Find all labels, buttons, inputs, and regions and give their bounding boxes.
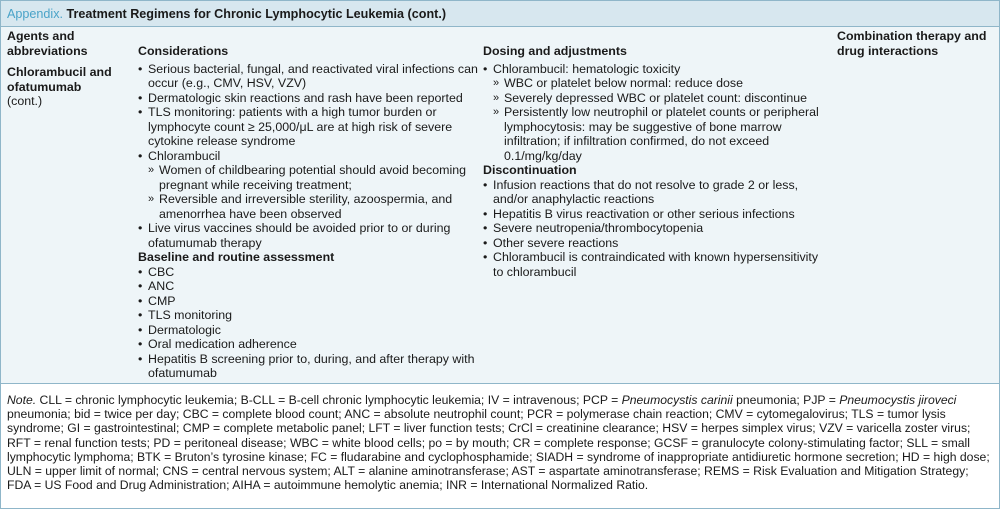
sub-list-item: » Women of childbearing potential should avoid becoming pregnant while receiving treatment; <box>148 163 478 192</box>
list-item-label: Chlorambucil: hematologic toxicity <box>493 61 681 76</box>
dosing-list <box>483 62 828 164</box>
list-item: • CMP <box>138 294 478 309</box>
table-body <box>1 27 999 384</box>
combination-column <box>837 27 997 58</box>
list-item: • Dermatologic <box>138 323 478 338</box>
list-item: • CBC <box>138 265 478 280</box>
agent-suffix: (cont.) <box>7 94 43 108</box>
dosing-sublist <box>493 76 828 163</box>
list-item: • Severe neutropenia/thrombocytopenia <box>483 221 828 236</box>
list-item-label: Chlorambucil <box>148 148 221 163</box>
chlorambucil-sublist <box>148 163 478 221</box>
agent-cell <box>7 65 133 109</box>
note-text: CLL = chronic lymphocytic leukemia; B-CLL = B-cell chronic lymphocytic leukemia; IV = intravenous; PCP = <box>36 393 622 407</box>
dosing-column-header: Dosing and adjustments <box>483 44 627 58</box>
note-label: Note. <box>7 393 37 407</box>
list-item: • ANC <box>138 279 478 294</box>
list-item <box>138 149 478 222</box>
discontinuation-list <box>483 178 828 280</box>
sub-list-item: » Persistently low neutrophil or platelet counts or peripheral lymphocytosis: may be suggestive of bone marrow infiltration; if infiltration confirmed, do not exceed 0.1/mg/kg/day <box>493 105 828 163</box>
table-note <box>1 384 999 492</box>
list-item: • TLS monitoring <box>138 308 478 323</box>
list-item: • Hepatitis B screening prior to, during, and after therapy with ofatumumab <box>138 352 478 381</box>
list-item: • Hepatitis B virus reactivation or other serious infections <box>483 207 828 222</box>
agents-column <box>7 27 133 109</box>
appendix-label: Appendix. <box>7 7 64 21</box>
sub-list-item: » Reversible and irreversible sterility, azoospermia, and amenorrhea have been observed <box>148 192 478 221</box>
agents-column-header: Agents and abbreviations <box>7 29 88 58</box>
sub-list-item: » WBC or platelet below normal: reduce dose <box>493 76 828 91</box>
considerations-column-header: Considerations <box>138 44 229 58</box>
combination-column-header: Combination therapy and drug interactions <box>837 29 987 58</box>
note-text: pneumonia; bid = twice per day; CBC = complete blood count; ANC = absolute neutrophil count; PCR = polymerase chain reaction; CMV = cytomegalovirus; TLS = tumor lysis syndrome; GI = gastrointestinal; CMP = complete metabolic panel; LFT = liver function tests; CrCl = creatinine clearance; HSV = herpes simplex virus; VZV = varicella zoster virus; RFT = renal function tests; PD = peritoneal disease; WBC = white blood cells; po = by mouth; CR = complete response; GCSF = granulocyte colony-stimulating factor; SLL = small lymphocytic lymphoma; BTK = Bruton’s tyrosine kinase; FC = fludarabine and cyclophosphamide; SIADH = syndrome of inappropriate antidiuretic hormone secretion; HD = high dose; ULN = upper limit of normal; CNS = central nervous system; ALT = alanine aminotransferase; AST = aspartate aminotransferase; REMS = Risk Evaluation and Mitigation Strategy; FDA = US Food and Drug Administration; AIHA = autoimmune hemolytic anemia; INR = International Normalized Ratio. <box>7 407 990 493</box>
list-item: • Dermatologic skin reactions and rash have been reported <box>138 91 478 106</box>
list-item: • Oral medication adherence <box>138 337 478 352</box>
note-italic-term: Pneumocystis carinii <box>621 393 733 407</box>
list-item: • Infusion reactions that do not resolve to grade 2 or less, and/or anaphylactic reactions <box>483 178 828 207</box>
sub-list-item: » Severely depressed WBC or platelet count: discontinue <box>493 91 828 106</box>
note-text: pneumonia; PJP = <box>732 393 840 407</box>
table-title-text: Treatment Regimens for Chronic Lymphocytic Leukemia (cont.) <box>66 7 447 21</box>
list-item: • Serious bacterial, fungal, and reactivated viral infections can occur (e.g., CMV, HSV, VZV) <box>138 62 478 91</box>
table-title <box>1 1 999 27</box>
considerations-list <box>138 62 478 251</box>
baseline-header: Baseline and routine assessment <box>138 250 335 264</box>
baseline-list <box>138 265 478 381</box>
list-item: • TLS monitoring: patients with a high tumor burden or lymphocyte count ≥ 25,000/μL are at high risk of severe cytokine release syndrome <box>138 105 478 149</box>
list-item: • Other severe reactions <box>483 236 828 251</box>
list-item: • Chlorambucil is contraindicated with known hypersensitivity to chlorambucil <box>483 250 828 279</box>
list-item: • Live virus vaccines should be avoided prior to or during ofatumumab therapy <box>138 221 478 250</box>
note-italic-term: Pneumocystis jiroveci <box>839 393 957 407</box>
considerations-column <box>138 27 478 381</box>
discontinuation-header: Discontinuation <box>483 163 577 177</box>
agent-name: Chlorambucil and ofatumumab <box>7 65 112 94</box>
dosing-column <box>483 27 828 279</box>
list-item <box>483 62 828 164</box>
